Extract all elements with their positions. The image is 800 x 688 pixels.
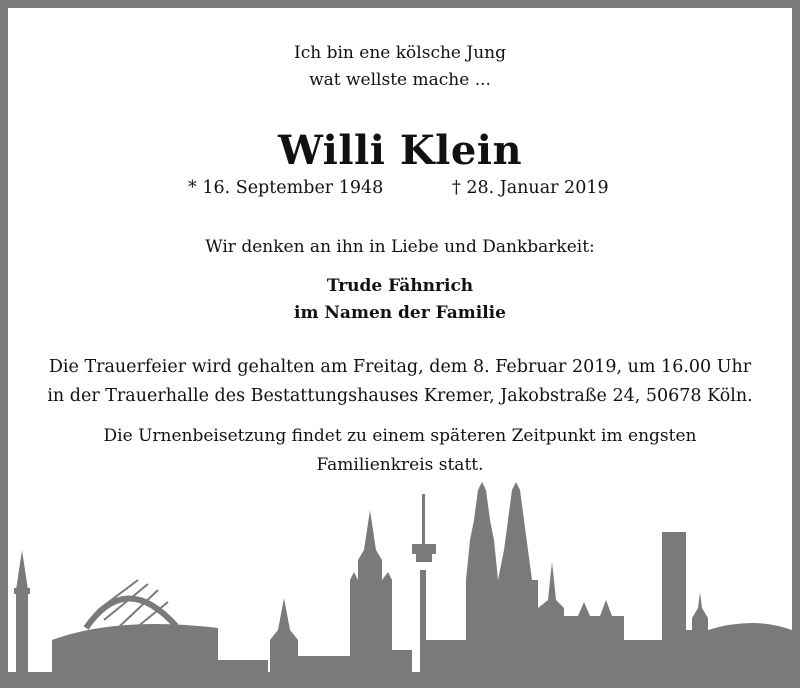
- left-tower-balcony: [14, 588, 30, 594]
- motto-line-2: wat wellste mache ...: [309, 70, 491, 90]
- funeral-line-2: in der Trauerhalle des Bestattungshauses Kremer, Jakobstraße 24, 50678 Köln.: [47, 386, 753, 406]
- funeral-line-1: Die Trauerfeier wird gehalten am Freitag, dem 8. Februar 2019, um 16.00 Uhr: [48, 357, 752, 377]
- cologne-skyline-illustration: [8, 480, 792, 680]
- cologne-cathedral: [466, 482, 538, 680]
- nave-spire-2: [600, 600, 612, 616]
- high-rise-tower: [662, 532, 686, 680]
- skyline-silhouette: [8, 482, 792, 680]
- signer-role: im Namen der Familie: [294, 303, 506, 323]
- motto: [8, 40, 792, 94]
- motto-line-1: Ich bin ene kölsche Jung: [294, 43, 506, 63]
- death-date: † 28. Januar 2019: [452, 178, 609, 198]
- arena-body: [52, 624, 218, 680]
- birth-date: * 16. September 1948: [188, 178, 384, 198]
- church-right: [692, 592, 708, 680]
- signers: [8, 273, 792, 327]
- tv-tower-antenna: [422, 494, 425, 546]
- cathedral-nave: [564, 616, 624, 680]
- funeral-info: [8, 353, 792, 411]
- cathedral-choir-spire: [538, 562, 564, 680]
- nave-spire-1: [578, 602, 590, 616]
- burial-info: [8, 422, 792, 480]
- church-small: [270, 598, 298, 680]
- left-tower: [16, 550, 28, 680]
- signer-name: Trude Fähnrich: [326, 276, 474, 296]
- burial-line-2: Familienkreis statt.: [316, 455, 484, 475]
- church-gross-st-martin: [350, 510, 392, 680]
- burial-line-1: Die Urnenbeisetzung findet zu einem späteren Zeitpunkt im engsten: [103, 426, 697, 446]
- tv-tower-pod-lower: [416, 554, 432, 562]
- skyline-base: [8, 672, 792, 680]
- deceased-name: Willi Klein: [277, 127, 523, 174]
- dome-right: [708, 623, 792, 680]
- arena-arch: [86, 598, 176, 628]
- tv-tower-shaft: [420, 570, 426, 680]
- thanks-line: Wir denken an ihn in Liebe und Dankbarkeit:: [205, 237, 595, 257]
